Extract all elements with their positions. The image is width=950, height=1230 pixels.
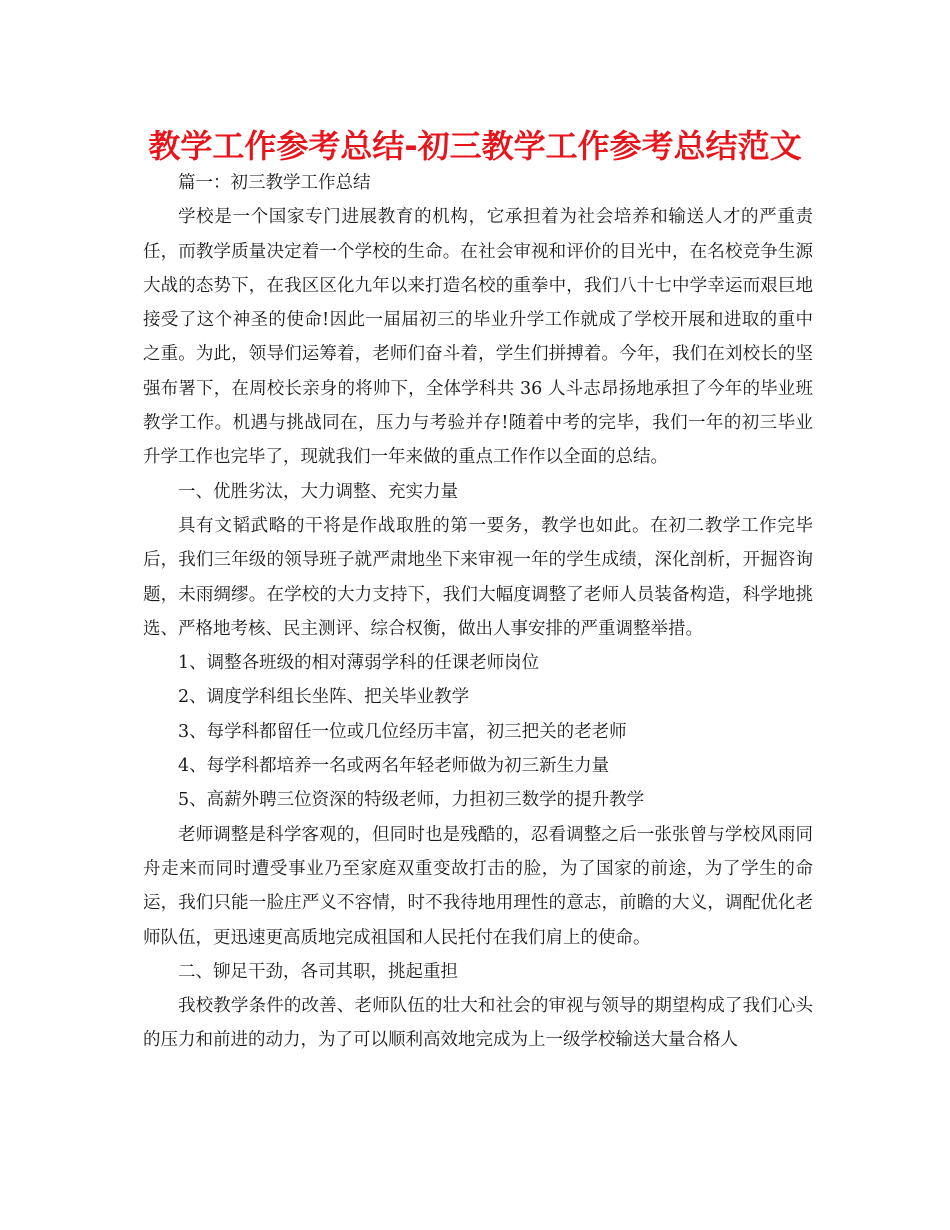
paragraph-section-2: 我校教学条件的改善、老师队伍的壮大和社会的审视与领导的期望构成了我们心头的压力和前进的动力，为了可以顺利高效地完成为上一级学校输送大量合格人 — [143, 996, 813, 1051]
document-body — [143, 166, 813, 1058]
list-item-4: 4、每学科都培养一名或两名年轻老师做为初三新生力量 — [178, 756, 610, 777]
section-heading-2: 二、铆足干劲，各司其职，挑起重担 — [178, 961, 458, 982]
list-item-1: 1、调整各班级的相对薄弱学科的任课老师岗位 — [178, 653, 540, 674]
section-heading-part-one: 篇一：初三教学工作总结 — [178, 173, 371, 193]
document-title: 教学工作参考总结-初三教学工作参考总结范文 — [148, 127, 802, 165]
paragraph-teacher-adjustment: 老师调整是科学客观的，但同时也是残酷的，忍看调整之后一张张曾与学校风雨同舟走来而同时遭受事业乃至家庭双重变故打击的脸，为了国家的前途，为了学生的命运，我们只能一脸庄严义不容情，时不我待地用理性的意志，前瞻的大义，调配优化老师队伍，更迅速更高质地完成祖国和人民托付在我们肩上的使命。 — [143, 824, 813, 948]
section-heading-1: 一、优胜劣汰，大力调整、充实力量 — [178, 481, 458, 502]
paragraph-intro: 学校是一个国家专门进展教育的机构，它承担着为社会培养和输送人才的严重责任，而教学质量决定着一个学校的生命。在社会审视和评价的目光中，在名校竞争生源大战的态势下，在我区区化九年以来打造名校的重拳中，我们八十七中学幸运而艰巨地接受了这个神圣的使命!因此一届届初三的毕业升学工作就成了学校开展和进取的重中之重。为此，领导们运筹着，老师们奋斗着，学生们拼搏着。今年，我们在刘校长的坚强布署下，在周校长亲身的将帅下，全体学科共 36 人斗志昂扬地承担了今年的毕业班教学工作。机遇与挑战同在，压力与考验并存!随着中考的完毕，我们一年的初三毕业升学工作也完毕了，现就我们一年来做的重点工作作以全面的总结。 — [143, 207, 813, 468]
list-item-3: 3、每学科都留任一位或几位经历丰富，初三把关的老老师 — [178, 721, 627, 742]
list-item-2: 2、调度学科组长坐阵、把关毕业教学 — [178, 687, 470, 708]
paragraph-section-1: 具有文韬武略的干将是作战取胜的第一要务，教学也如此。在初二教学工作完毕后，我们三年级的领导班子就严肃地坐下来审视一年的学生成绩，深化剖析，开掘咨询题，未雨绸缪。在学校的大力支持下，我们大幅度调整了老师人员装备构造，科学地挑选、严格地考核、民主测评、综合权衡，做出人事安排的严重调整举措。 — [143, 515, 813, 639]
list-item-5: 5、高薪外聘三位资深的特级老师，力担初三数学的提升教学 — [178, 790, 645, 811]
